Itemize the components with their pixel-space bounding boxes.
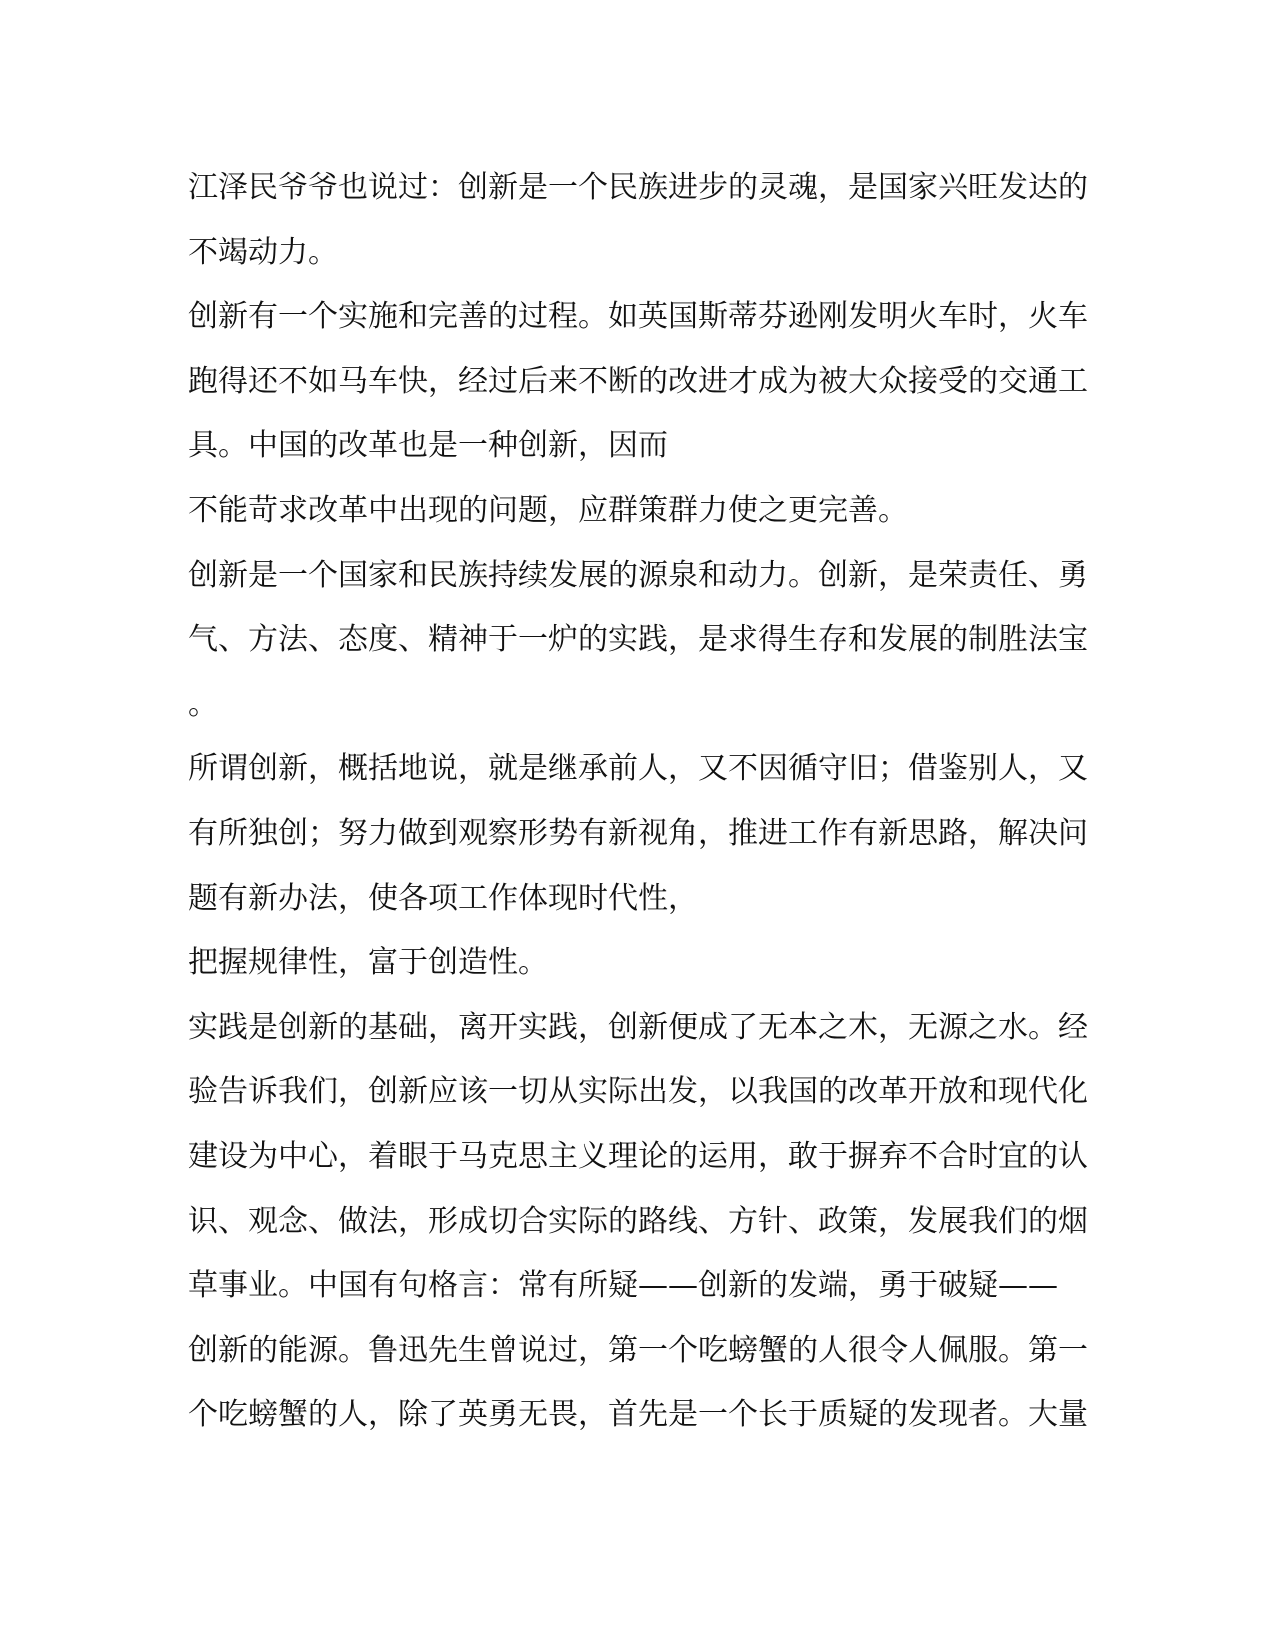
body-text <box>188 156 1088 1448</box>
text-line: 。 <box>188 686 218 722</box>
text-line: 实践是创新的基础，离开实践，创新便成了无本之木，无源之水。经 <box>188 1009 1088 1045</box>
text-line: 把握规律性，富于创造性。 <box>188 945 548 981</box>
text-line: 草事业。中国有句格言：常有所疑——创新的发端，勇于破疑—— <box>188 1268 1058 1304</box>
text-line: 建设为中心，着眼于马克思主义理论的运用，敢于摒弃不合时宜的认 <box>188 1138 1088 1174</box>
text-line: 个吃螃蟹的人，除了英勇无畏，首先是一个长于质疑的发现者。大量 <box>188 1397 1088 1433</box>
text-line: 江泽民爷爷也说过：创新是一个民族进步的灵魂，是国家兴旺发达的 <box>188 170 1088 205</box>
text-line: 不竭动力。 <box>188 234 338 270</box>
text-line: 创新有一个实施和完善的过程。如英国斯蒂芬逊刚发明火车时，火车 <box>188 299 1088 335</box>
text-line: 识、观念、做法，形成切合实际的路线、方针、政策，发展我们的烟 <box>188 1203 1088 1239</box>
text-line: 不能苛求改革中出现的问题，应群策群力使之更完善。 <box>188 492 908 528</box>
text-line: 验告诉我们，创新应该一切从实际出发，以我国的改革开放和现代化 <box>188 1074 1088 1110</box>
text-line: 所谓创新，概括地说，就是继承前人，又不因循守旧；借鉴别人，又 <box>188 751 1088 787</box>
text-line: 气、方法、态度、精神于一炉的实践，是求得生存和发展的制胜法宝 <box>188 622 1088 658</box>
text-line: 有所独创；努力做到观察形势有新视角，推进工作有新思路，解决问 <box>188 815 1088 851</box>
text-line: 题有新办法，使各项工作体现时代性， <box>188 880 698 916</box>
text-line: 创新是一个国家和民族持续发展的源泉和动力。创新，是荣责任、勇 <box>188 557 1088 593</box>
text-line: 创新的能源。鲁迅先生曾说过，第一个吃螃蟹的人很令人佩服。第一 <box>188 1332 1088 1368</box>
text-line: 具。中国的改革也是一种创新，因而 <box>188 428 668 464</box>
text-line: 跑得还不如马车快，经过后来不断的改进才成为被大众接受的交通工 <box>188 363 1088 399</box>
